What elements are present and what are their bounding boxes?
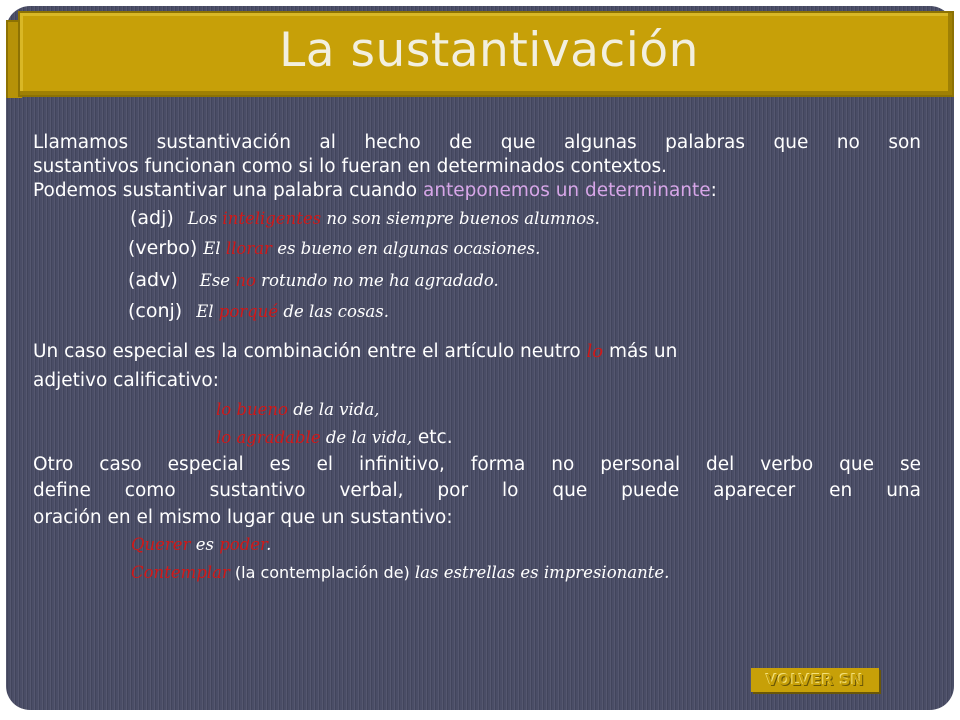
example-pre: Los bbox=[187, 209, 223, 228]
intro-line-3-end: : bbox=[710, 180, 717, 201]
example-conj bbox=[33, 299, 921, 335]
intro-line-2: sustantivos funcionan como si lo fueran en determinados contextos. bbox=[33, 156, 668, 177]
example-post: de las cosas. bbox=[278, 302, 389, 321]
inf-plain: (la contemplación de) bbox=[229, 563, 415, 582]
slide-title: La sustantivación bbox=[279, 23, 699, 78]
intro-line-1: Llamamos sustantivación al hecho de que algunas palabras que no son bbox=[33, 132, 921, 153]
example-adv bbox=[33, 268, 921, 299]
inf-red-2: poder bbox=[219, 535, 267, 554]
volver-button[interactable]: VOLVER SN bbox=[751, 668, 879, 692]
example-tag: (verbo) bbox=[128, 237, 198, 259]
intro-line-3-start: Podemos sustantivar una palabra cuando bbox=[33, 180, 423, 201]
determinante-highlight: anteponemos un determinante bbox=[422, 180, 711, 201]
lo-example-post: de la vida, bbox=[287, 400, 380, 419]
infinitive-example-2 bbox=[33, 560, 921, 588]
infinitive-example-1 bbox=[33, 530, 921, 560]
intro-line-3 bbox=[33, 179, 921, 203]
special-case-2-line-1: Otro caso especial es el infinitivo, forma no personal del verbo que se bbox=[33, 454, 921, 475]
example-pre: Ese bbox=[199, 271, 236, 290]
example-word: inteligentes bbox=[222, 209, 322, 228]
special-case-2-line-2: define como sustantivo verbal, por lo que puede aparecer en una bbox=[33, 480, 921, 501]
inf-red: Contemplar bbox=[131, 563, 230, 582]
special-case-2-line-3: oración en el mismo lugar que un sustantivo: bbox=[33, 507, 453, 528]
example-pre: El bbox=[196, 302, 219, 321]
inf-end: . bbox=[266, 535, 272, 554]
example-tag: (conj) bbox=[128, 300, 183, 322]
inf-red-1: Querer bbox=[131, 535, 191, 554]
inf-mid: es bbox=[190, 535, 220, 554]
example-post: no son siempre buenos alumnos. bbox=[321, 209, 600, 228]
example-pre: El bbox=[203, 239, 226, 258]
lo-example-red: lo agradable bbox=[216, 428, 321, 447]
special-1-start: Un caso especial es la combinación entre el artículo neutro bbox=[33, 341, 587, 362]
example-word: no bbox=[235, 271, 256, 290]
special-case-1 bbox=[33, 337, 921, 367]
example-adj bbox=[33, 206, 921, 236]
lo-article: lo bbox=[586, 341, 604, 362]
example-word: porqué bbox=[218, 302, 279, 321]
lo-example-2 bbox=[33, 424, 921, 452]
example-post: rotundo no me ha agradado. bbox=[255, 271, 499, 290]
special-case-1-line-2: adjetivo calificativo: bbox=[33, 370, 219, 391]
example-verbo bbox=[33, 236, 921, 268]
example-post: es bueno en algunas ocasiones. bbox=[271, 239, 541, 258]
special-1-end: más un bbox=[603, 341, 678, 362]
example-tag: (adj) bbox=[130, 207, 174, 229]
lo-example-1 bbox=[33, 395, 921, 424]
lo-example-tail: etc. bbox=[412, 427, 453, 448]
example-word: llorar bbox=[225, 239, 272, 258]
slide-content bbox=[33, 131, 921, 588]
inf-italic: las estrellas es impresionante. bbox=[414, 563, 670, 582]
lo-example-red: lo bueno bbox=[216, 400, 288, 419]
example-tag: (adv) bbox=[128, 269, 178, 291]
lo-example-post: de la vida, bbox=[320, 428, 413, 447]
